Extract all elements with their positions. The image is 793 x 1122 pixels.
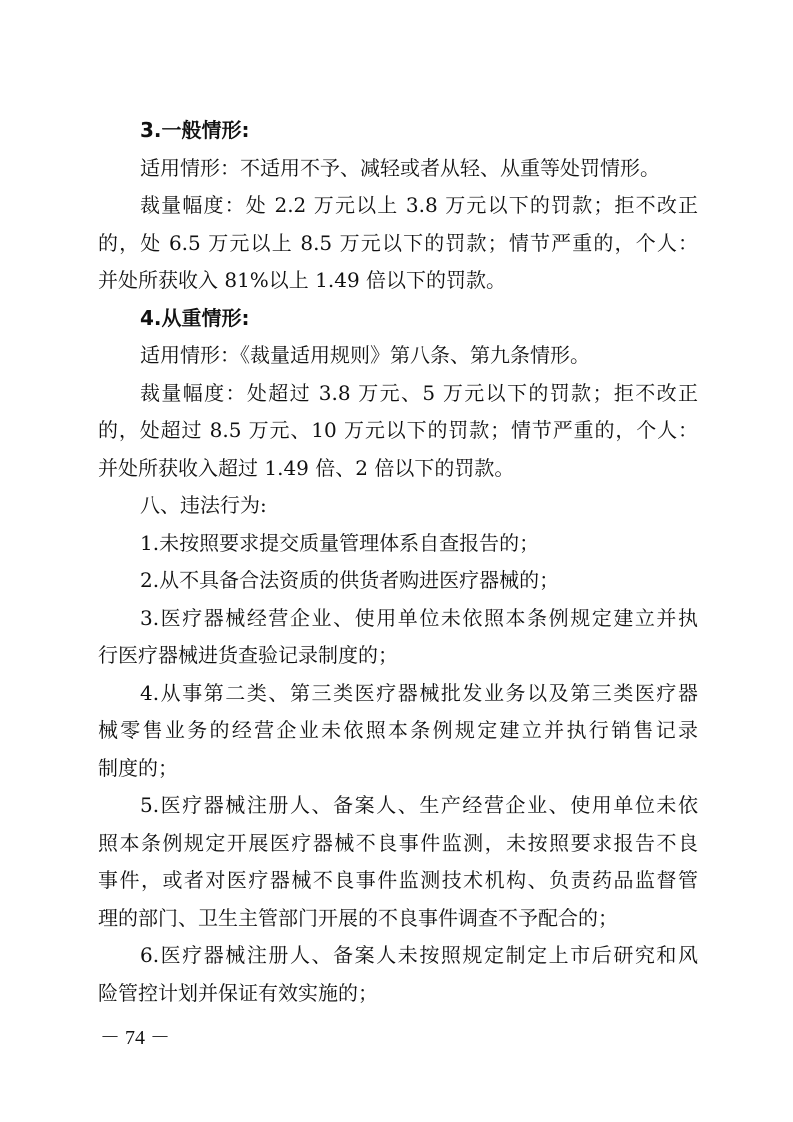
paragraph-line: 适用情形：《裁量适用规则》第八条、第九条情形。: [140, 343, 590, 367]
section-title-violations: 八、违法行为:: [140, 493, 267, 517]
list-item-continuation: 制度的；: [98, 755, 178, 780]
paragraph-line: 裁量幅度：处超过 3.8 万元、5 万元以下的罚款；拒不改正: [140, 380, 698, 405]
paragraph-line: 的，处超过 8.5 万元、10 万元以下的罚款；情节严重的，个人：: [98, 418, 698, 442]
list-item-continuation: 行医疗器械进货查验记录制度的；: [98, 643, 398, 667]
list-item-continuation: 械零售业务的经营企业未依照本条例规定建立并执行销售记录: [98, 718, 698, 742]
paragraph-line: 并处所获收入 81%以上 1.49 倍以下的罚款。: [98, 268, 507, 292]
list-item: 3.医疗器械经营企业、使用单位未依照本条例规定建立并执: [140, 605, 698, 630]
list-item: 6.医疗器械注册人、备案人未按照规定制定上市后研究和风: [140, 943, 698, 967]
heading-aggravated-case: 4.从重情形:: [140, 305, 250, 330]
paragraph-line: 裁量幅度：处 2.2 万元以上 3.8 万元以下的罚款；拒不改正: [140, 193, 698, 217]
page-number: － 74 －: [100, 1027, 170, 1049]
list-item-continuation: 险管控计划并保证有效实施的；: [98, 980, 378, 1005]
paragraph-line: 的，处 6.5 万元以上 8.5 万元以下的罚款；情节严重的，个人：: [98, 230, 698, 255]
paragraph-line: 并处所获收入超过 1.49 倍、2 倍以下的罚款。: [98, 455, 515, 480]
list-item: 2.从不具备合法资质的供货者购进医疗器械的；: [140, 568, 560, 592]
list-item-continuation: 事件，或者对医疗器械不良事件监测技术机构、负责药品监督管: [98, 868, 698, 892]
list-item: 1.未按照要求提交质量管理体系自查报告的；: [140, 530, 540, 555]
paragraph-line: 适用情形：不适用不予、减轻或者从轻、从重等处罚情形。: [140, 155, 660, 180]
list-item: 5.医疗器械注册人、备案人、生产经营企业、使用单位未依: [140, 793, 698, 817]
list-item-continuation: 理的部门、卫生主管部门开展的不良事件调查不予配合的；: [98, 905, 618, 930]
list-item-continuation: 照本条例规定开展医疗器械不良事件监测，未按照要求报告不良: [98, 830, 698, 855]
document-body: [98, 112, 698, 1012]
heading-general-case: 3.一般情形:: [140, 118, 250, 142]
list-item: 4.从事第二类、第三类医疗器械批发业务以及第三类医疗器: [140, 680, 698, 705]
